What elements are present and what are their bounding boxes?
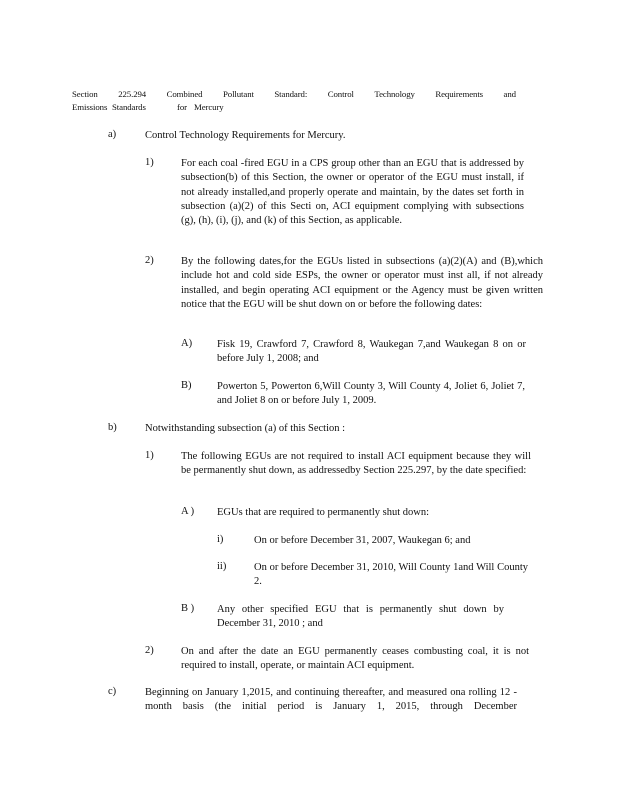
heading-word: 225.294 bbox=[118, 89, 147, 99]
heading-word: Emissions bbox=[72, 102, 108, 112]
heading-word: for bbox=[177, 102, 187, 112]
heading-word: Requirements bbox=[435, 89, 484, 99]
heading-word: Mercury bbox=[194, 102, 224, 112]
item-marker-b-1-A-ii: ii) bbox=[217, 561, 227, 572]
item-c-text: Beginning on January 1,2015, and continuing thereafter, and measured ona rolling 12 -month basis (the initial period is January 1, 2015, through December bbox=[145, 687, 517, 713]
heading-word: Standard: bbox=[274, 89, 308, 99]
section-heading-line-2 bbox=[72, 101, 516, 114]
heading-word: Control bbox=[327, 89, 354, 99]
item-a-2-B-text: Powerton 5, Powerton 6,Will County 3, Will County 4, Joliet 6, Joliet 7, and Joliet 8 on or before July 1, 2009. bbox=[217, 381, 525, 407]
item-marker-a: a) bbox=[108, 129, 117, 140]
item-marker-c: c) bbox=[108, 686, 117, 697]
item-b-1-B-text: Any other specified EGU that is permanently shut down by December 31, 2010 ; and bbox=[217, 604, 504, 630]
item-a-2-text: By the following dates,for the EGUs listed in subsections (a)(2)(A) and (B),which include hot and cold side ESPs, the owner or operator must inst all, if not already installed, and begin operating ACI equipment or the Agency must be given written notice that the EGU will be shut down on or before the following dates: bbox=[181, 256, 543, 310]
item-marker-b-1-A: A ) bbox=[181, 506, 195, 517]
heading-word: Section bbox=[72, 89, 98, 99]
item-marker-b-1: 1) bbox=[145, 450, 154, 461]
item-marker-a-2: 2) bbox=[145, 255, 154, 266]
item-marker-b-1-A-i: i) bbox=[217, 534, 224, 545]
item-b-1-text: The following EGUs are not required to install ACI equipment because they will be permanently shut down, as addressedby Section 225.297, by the date specified: bbox=[181, 451, 531, 477]
heading-word: Standards bbox=[112, 102, 146, 112]
item-marker-a-2-A: A) bbox=[181, 338, 193, 349]
item-b-2-text: On and after the date an EGU permanently ceases combusting coal, it is not required to install, operate, or maintain ACI equipment. bbox=[181, 646, 529, 672]
item-a-1-text: For each coal -fired EGU in a CPS group other than an EGU that is addressed by subsection(b) of this Section, the owner or operator of the EGU must install, if not already installed,and properly operate and maintain, by the dates set forth in subsection (a)(2) of this Secti on, ACI equipment complying with subsections (g), (h), (i), (j), and (k) of this Section, as applicable. bbox=[181, 158, 524, 227]
heading-word: and bbox=[503, 89, 516, 99]
item-a-text: Control Technology Requirements for Mercury. bbox=[145, 130, 346, 141]
item-b-1-A-text: EGUs that are required to permanently shut down: bbox=[217, 507, 429, 518]
item-b-1-A-ii-text: On or before December 31, 2010, Will County 1and Will County 2. bbox=[254, 562, 528, 588]
item-b-text: Notwithstanding subsection (a) of this Section : bbox=[145, 423, 346, 434]
heading-word: Pollutant bbox=[222, 89, 254, 99]
heading-word: Technology bbox=[374, 89, 415, 99]
item-marker-b-2: 2) bbox=[145, 645, 154, 656]
item-b-1-A-i-text: On or before December 31, 2007, Waukegan 6; and bbox=[254, 535, 471, 546]
section-heading bbox=[72, 88, 516, 114]
item-marker-b-1-B: B ) bbox=[181, 603, 195, 614]
item-marker-a-2-B: B) bbox=[181, 380, 192, 391]
heading-word: Combined bbox=[166, 89, 203, 99]
item-marker-b: b) bbox=[108, 422, 117, 433]
item-marker-a-1: 1) bbox=[145, 157, 154, 168]
item-a-2-A-text: Fisk 19, Crawford 7, Crawford 8, Waukegan 7,and Waukegan 8 on or before July 1, 2008; and bbox=[217, 339, 526, 365]
section-heading-line-1 bbox=[72, 88, 516, 101]
